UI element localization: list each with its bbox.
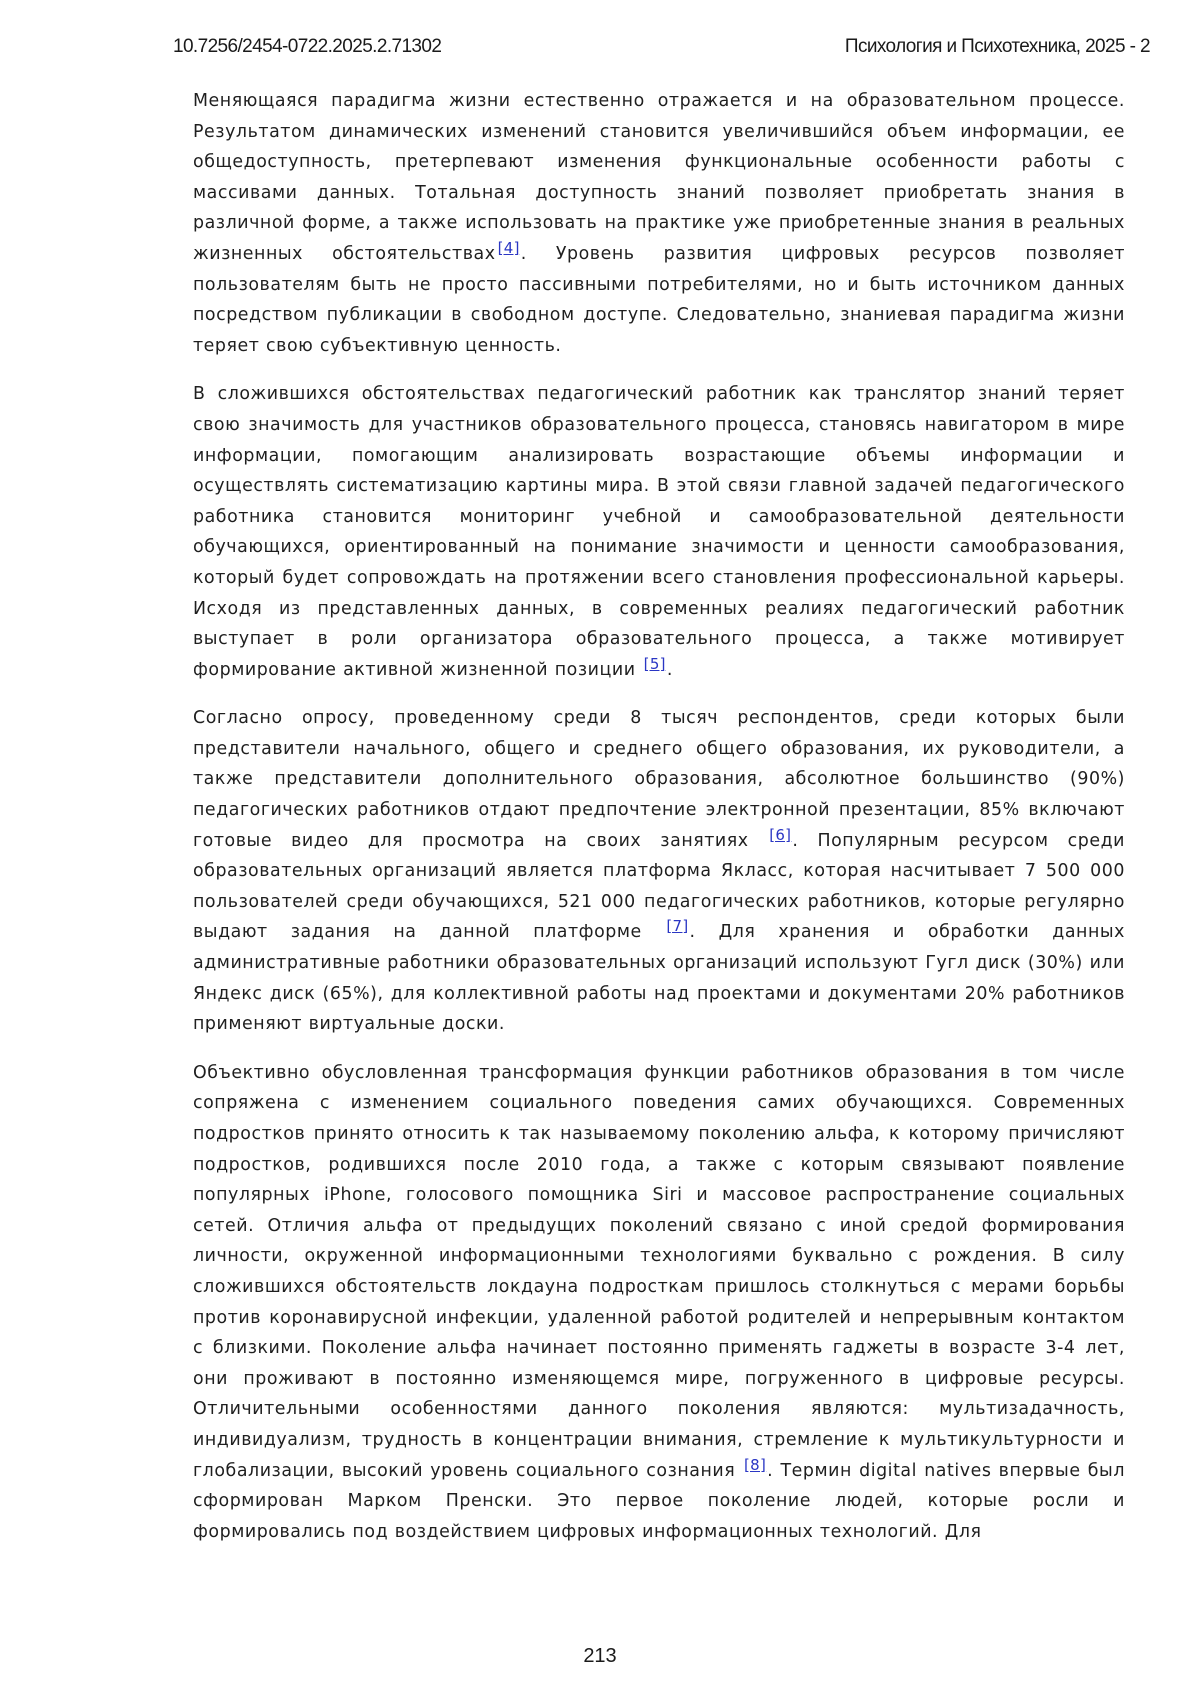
running-head <box>173 36 1150 60</box>
paragraph-text: . Популярным ресурсом среди образовательных организаций является платформа Якласс, которая насчитывает 7 500 000 пользователей среди обучающихся, 521 000 педагогических работников, которые регулярно выдают задания на данной платформе <box>193 831 1125 943</box>
paragraph-text: . Термин digital natives впервые был сформирован Марком Пренски. Это первое поколение людей, которые росли и формировались под воздействием цифровых информационных технологий. Для <box>193 1461 1125 1542</box>
paragraph-text: Объективно обусловленная трансформация функции работников образования в том числе сопряжена с изменением социального поведения самих обучающихся. Современных подростков принято относить к так называемому поколению альфа, к которому причисляют подростков, родившихся после 2010 года, а также с которым связывают появление популярных iPhone, голосового помощника Siri и массовое распространение социальных сетей. Отличия альфа от предыдущих поколений связано с иной средой формирования личности, окруженной информационными технологиями буквально с рождения. В силу сложившихся обстоятельств локдауна подросткам пришлось столкнуться с мерами борьбы против коронавирусной инфекции, удаленной работой родителей и непрерывным контактом с близкими. Поколение альфа начинает постоянно применять гаджеты в возрасте 3-4 лет, они проживают в постоянно изменяющемся мире, погруженного в цифровые ресурсы. Отличительными особенностями данного поколения являются: мультизадачность, индивидуализм, трудность в концентрации внимания, стремление к мультикультурности и глобализации, высокий уровень социального сознания <box>193 1063 1125 1481</box>
paragraph-2 <box>193 379 1125 685</box>
paragraph-text: . Уровень развития цифровых ресурсов позволяет пользователям быть не просто пассивными потребителями, но и быть источником данных посредством публикации в свободном доступе. Следовательно, знаниевая парадигма жизни теряет свою субъективную ценность. <box>193 244 1125 356</box>
paragraph-text: . <box>667 660 673 680</box>
reference-link-4[interactable]: [4] <box>498 239 520 257</box>
paragraph-text: В сложившихся обстоятельствах педагогический работник как транслятор знаний теряет свою значимость для участников образовательного процесса, становясь навигатором в мире информации, помогающим анализировать возрастающие объемы информации и осуществлять систематизацию картины мира. В этой связи главной задачей педагогического работника становится мониторинг учебной и самообразовательной деятельности обучающихся, ориентированный на понимание значимости и ценности самообразования, который будет сопровождать на протяжении всего становления профессиональной карьеры. Исходя из представленных данных, в современных реалиях педагогический работник выступает в роли организатора образовательного процесса, а также мотивирует формирование активной жизненной позиции <box>193 384 1125 679</box>
reference-link-6[interactable]: [6] <box>769 826 791 844</box>
paragraph-4 <box>193 1058 1125 1548</box>
paragraph-3 <box>193 703 1125 1040</box>
doi-text: 10.7256/2454-0722.2025.2.71302 <box>173 36 441 58</box>
journal-issue-text: Психология и Психотехника, 2025 - 2 <box>845 36 1150 58</box>
article-body <box>193 86 1125 1565</box>
reference-link-7[interactable]: [7] <box>666 917 688 935</box>
paragraph-1 <box>193 86 1125 361</box>
reference-link-8[interactable]: [8] <box>744 1456 766 1474</box>
paragraph-text: . Для хранения и обработки данных административные работники образовательных организаций используют Гугл диск (30%) или Яндекс диск (65%), для коллективной работы над проектами и документами 20% работников применяют виртуальные доски. <box>193 922 1125 1034</box>
paragraph-text: Меняющаяся парадигма жизни естественно отражается и на образовательном процессе. Результатом динамических изменений становится увеличившийся объем информации, ее общедоступность, претерпевают изменения функциональные особенности работы с массивами данных. Тотальная доступность знаний позволяет приобретать знания в различной форме, а также использовать на практике уже приобретенные знания в реальных жизненных обстоятельствах <box>193 91 1125 264</box>
page-number: 213 <box>0 1645 1200 1668</box>
paragraph-text: Согласно опросу, проведенному среди 8 тысяч респондентов, среди которых были представители начального, общего и среднего общего образования, их руководители, а также представители дополнительного образования, абсолютное большинство (90%) педагогических работников отдают предпочтение электронной презентации, 85% включают готовые видео для просмотра на своих занятиях <box>193 708 1125 850</box>
reference-link-5[interactable]: [5] <box>644 655 666 673</box>
